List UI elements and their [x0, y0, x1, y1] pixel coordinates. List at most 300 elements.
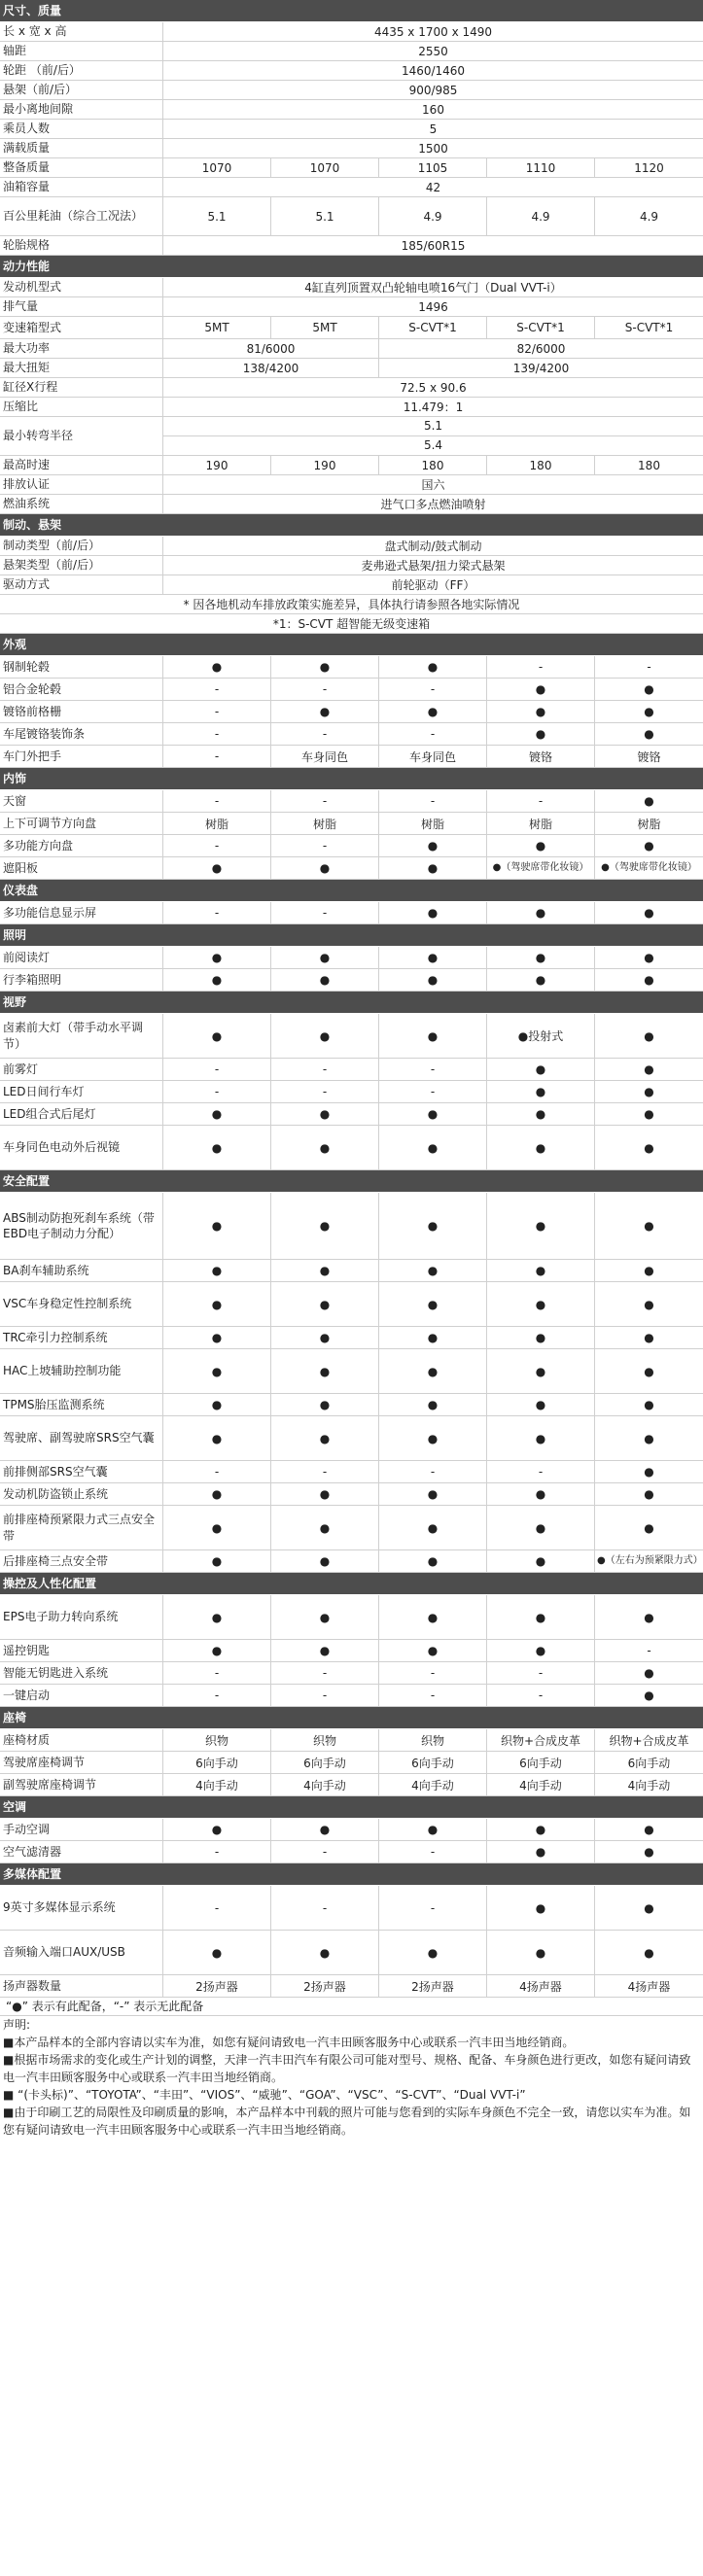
spec-label: 遮阳板 [0, 857, 163, 879]
spec-row [0, 1550, 703, 1573]
spec-value: 前轮驱动（FF） [391, 578, 475, 592]
spec-values [163, 1640, 703, 1661]
spec-value: ● [271, 857, 379, 879]
spec-label: 制动类型（前/后） [0, 537, 163, 555]
spec-value: ● [644, 1666, 654, 1680]
spec-values [163, 1506, 703, 1549]
spec-value: 180 [379, 456, 487, 474]
spec-row [0, 120, 703, 139]
spec-row [0, 679, 703, 701]
spec-value: - [163, 723, 271, 745]
spec-label: VSC车身稳定性控制系统 [0, 1282, 163, 1326]
spec-label: 一键启动 [0, 1685, 163, 1706]
spec-values [163, 1103, 703, 1125]
spec-label: 满载质量 [0, 139, 163, 157]
spec-values [163, 1416, 703, 1460]
spec-value: 2扬声器 [379, 1975, 487, 1997]
spec-value: - [379, 1685, 487, 1706]
spec-value: ● [271, 1103, 379, 1125]
spec-value: ● [644, 1520, 654, 1535]
spec-label: 发动机防盗锁止系统 [0, 1483, 163, 1505]
spec-value: - [379, 790, 487, 812]
section-header: 制动、悬架 [0, 514, 703, 537]
spec-label: 驾驶席座椅调节 [0, 1752, 163, 1773]
spec-value: ● [163, 1327, 271, 1348]
spec-row [0, 1103, 703, 1126]
spec-value: ● [271, 1126, 379, 1169]
spec-value: 81/6000 [163, 339, 379, 358]
spec-row [0, 178, 703, 197]
spec-value: ● [271, 1193, 379, 1259]
section-header: 空调 [0, 1796, 703, 1819]
spec-row [0, 139, 703, 158]
spec-value: S-CVT*1 [487, 317, 595, 338]
spec-value: 4缸直列顶置双凸轮轴电喷16气门（Dual VVT-i） [304, 281, 562, 295]
spec-values [163, 746, 703, 767]
spec-value: ● [271, 701, 379, 722]
spec-value: ● [163, 1931, 271, 1974]
spec-values [163, 1193, 703, 1259]
spec-label: 前雾灯 [0, 1059, 163, 1080]
spec-values [163, 1975, 703, 1997]
spec-row [0, 1685, 703, 1707]
spec-value: ● [379, 969, 487, 991]
spec-value: 5MT [271, 317, 379, 338]
spec-values [163, 790, 703, 812]
spec-value: 织物+合成皮革 [487, 1729, 595, 1751]
disclaimer-item: ■ “(卡头标)”、“TOYOTA”、“丰田”、“VIOS”、“威驰”、“GOA”、“VSC”、“S-CVT”、“Dual VVT-i” [3, 2088, 526, 2102]
spec-label: 缸径X行程 [0, 378, 163, 397]
spec-row [0, 1014, 703, 1059]
spec-values [163, 1349, 703, 1393]
spec-value: - [379, 679, 487, 700]
spec-value: 车身同色 [379, 746, 487, 767]
spec-value: 4向手动 [271, 1774, 379, 1795]
spec-label: BA刹车辅助系统 [0, 1260, 163, 1281]
spec-value: ● [644, 839, 654, 853]
spec-values [163, 679, 703, 700]
spec-value: ● [271, 1260, 379, 1281]
spec-value: 185/60R15 [401, 238, 466, 253]
spec-value: ● [271, 1394, 379, 1415]
spec-value: ● [644, 1398, 654, 1411]
spec-values [163, 723, 703, 745]
spec-label: 最高时速 [0, 456, 163, 474]
spec-row [0, 1752, 703, 1774]
spec-values [163, 178, 703, 196]
spec-row [0, 723, 703, 746]
spec-row [0, 1931, 703, 1975]
spec-value: ● [487, 1193, 595, 1259]
spec-values [163, 495, 703, 513]
spec-value: 5.1 [271, 197, 379, 235]
spec-row [0, 857, 703, 880]
spec-values [163, 22, 703, 41]
spec-values [163, 1126, 703, 1169]
spec-values [163, 947, 703, 968]
spec-value: ● [271, 1819, 379, 1840]
spec-value: - [271, 1886, 379, 1930]
spec-value: 82/6000 [516, 341, 566, 356]
spec-row [0, 1975, 703, 1998]
spec-values [163, 813, 703, 834]
disclaimer-item: ■本产品样本的全部内容请以实车为准，如您有疑问请致电一汽丰田顾客服务中心或联系一汽丰田当地经销商。 [3, 2036, 575, 2049]
spec-value: 车身同色 [271, 746, 379, 767]
spec-values [163, 537, 703, 555]
spec-value: 织物 [271, 1729, 379, 1751]
spec-value: ● [487, 1416, 595, 1460]
spec-row [0, 317, 703, 339]
spec-row [0, 61, 703, 81]
spec-value: 6向手动 [271, 1752, 379, 1773]
spec-label: 整备质量 [0, 158, 163, 177]
spec-value: - [163, 902, 271, 923]
spec-label: 排放认证 [0, 475, 163, 494]
spec-label: 驱动方式 [0, 575, 163, 594]
spec-value: 72.5 x 90.6 [400, 380, 467, 395]
spec-value: - [379, 1059, 487, 1080]
spec-row [0, 1886, 703, 1931]
spec-value: 5.1 [163, 417, 703, 436]
spec-value: ● [379, 947, 487, 968]
spec-value: - [487, 1685, 595, 1706]
spec-value: ● [487, 969, 595, 991]
spec-value: ● [163, 1416, 271, 1460]
spec-label: 车尾镀铬装饰条 [0, 723, 163, 745]
spec-value: ● [487, 1103, 595, 1125]
spec-values [163, 1729, 703, 1751]
spec-value: - [647, 1644, 651, 1657]
spec-row [0, 1327, 703, 1349]
spec-value: ● [379, 1931, 487, 1974]
spec-row [0, 1461, 703, 1483]
spec-values [163, 1461, 703, 1482]
spec-label: 燃油系统 [0, 495, 163, 513]
spec-label: 最大扭矩 [0, 359, 163, 377]
spec-value: ● [487, 1394, 595, 1415]
spec-label: TRC牵引力控制系统 [0, 1327, 163, 1348]
spec-value: ● [487, 701, 595, 722]
spec-row [0, 947, 703, 969]
spec-value: 6向手动 [627, 1756, 671, 1770]
spec-row [0, 813, 703, 835]
spec-values [163, 575, 703, 594]
spec-values [163, 359, 703, 377]
spec-label: TPMS胎压监测系统 [0, 1394, 163, 1415]
spec-value: 镀铬 [637, 749, 661, 764]
spec-value: ● [379, 701, 487, 722]
spec-value: 4向手动 [379, 1774, 487, 1795]
spec-values [163, 81, 703, 99]
section-header: 动力性能 [0, 256, 703, 278]
spec-row [0, 339, 703, 359]
spec-value: ● [487, 723, 595, 745]
section-header: 安全配置 [0, 1170, 703, 1193]
spec-values [163, 1752, 703, 1773]
spec-value: 5.4 [423, 438, 443, 453]
spec-values [163, 139, 703, 157]
spec-value: ● [644, 682, 654, 696]
spec-value: 6向手动 [379, 1752, 487, 1773]
spec-value: ● [163, 1640, 271, 1661]
spec-value: 1105 [379, 158, 487, 177]
spec-value: ● [379, 1327, 487, 1348]
spec-values [163, 1886, 703, 1930]
spec-value: - [163, 1059, 271, 1080]
spec-value: ● [644, 1085, 654, 1098]
spec-label: 百公里耗油（综合工况法） [0, 197, 163, 235]
spec-values [163, 297, 703, 316]
spec-value: 2扬声器 [271, 1975, 379, 1997]
section-header: 内饰 [0, 768, 703, 790]
spec-label: 前阅读灯 [0, 947, 163, 968]
spec-value: 2扬声器 [163, 1975, 271, 1997]
spec-value: ● [163, 1103, 271, 1125]
spec-row [0, 1394, 703, 1416]
spec-value: 4.9 [487, 197, 595, 235]
spec-row [0, 236, 703, 256]
spec-values [163, 1014, 703, 1058]
spec-value: ● [163, 969, 271, 991]
spec-label: HAC上坡辅助控制功能 [0, 1349, 163, 1393]
spec-value: 镀铬 [487, 746, 595, 767]
spec-row [0, 537, 703, 556]
spec-value: ● [271, 1506, 379, 1549]
spec-value: ● [644, 1610, 654, 1624]
spec-value: ● [379, 1416, 487, 1460]
spec-value: - [271, 679, 379, 700]
spec-values [163, 969, 703, 991]
disclaimer-title: 声明: [3, 2018, 31, 2032]
spec-label: 油箱容量 [0, 178, 163, 196]
spec-value: ● [487, 1506, 595, 1549]
spec-value: ● [379, 902, 487, 923]
spec-value: ● [644, 1107, 654, 1121]
spec-value: ● [379, 1483, 487, 1505]
spec-value: ● [271, 656, 379, 678]
spec-value: 盘式制动/鼓式制动 [384, 540, 482, 553]
spec-values [163, 120, 703, 138]
spec-value: ● [379, 1819, 487, 1840]
spec-value: 麦弗逊式悬架/扭力梁式悬架 [361, 559, 506, 573]
spec-label: 扬声器数量 [0, 1975, 163, 1997]
spec-value: 4.9 [639, 209, 659, 224]
spec-row [0, 1774, 703, 1796]
spec-label: 变速箱型式 [0, 317, 163, 338]
spec-values [163, 835, 703, 856]
spec-value: 2550 [418, 44, 448, 58]
spec-value: ● [271, 1550, 379, 1572]
spec-label: 压缩比 [0, 398, 163, 416]
spec-value: ● [379, 1126, 487, 1169]
spec-value: 1070 [271, 158, 379, 177]
spec-value: ●（驾驶席带化妆镜） [601, 861, 697, 873]
spec-row [0, 790, 703, 813]
spec-values [163, 378, 703, 397]
spec-values [163, 197, 703, 235]
spec-value: ● [163, 1595, 271, 1639]
spec-value: ● [644, 1823, 654, 1836]
spec-row [0, 835, 703, 857]
spec-value: 国六 [421, 478, 445, 492]
spec-value: - [271, 723, 379, 745]
spec-values [163, 339, 703, 358]
spec-label: 镀铬前格栅 [0, 701, 163, 722]
spec-value: ● [163, 1282, 271, 1326]
spec-value: - [379, 723, 487, 745]
spec-value: ● [271, 1640, 379, 1661]
spec-value: ● [487, 835, 595, 856]
spec-value: ● [487, 1550, 595, 1572]
section-header: 座椅 [0, 1707, 703, 1729]
section-header: 尺寸、质量 [0, 0, 703, 22]
spec-value: ● [487, 1059, 595, 1080]
spec-value: ● [644, 973, 654, 987]
spec-label: 后排座椅三点安全带 [0, 1550, 163, 1572]
spec-label: 铝合金轮毂 [0, 679, 163, 700]
spec-value: ● [487, 1282, 595, 1326]
spec-label: 轮胎规格 [0, 236, 163, 255]
spec-row [0, 1506, 703, 1550]
section-header: 仪表盘 [0, 880, 703, 902]
spec-value: 42 [425, 180, 441, 194]
spec-value: 4向手动 [627, 1778, 671, 1793]
spec-row [0, 22, 703, 42]
spec-label: 天窗 [0, 790, 163, 812]
spec-value: ● [644, 794, 654, 808]
spec-row [0, 278, 703, 297]
spec-value: ● [163, 1483, 271, 1505]
spec-label: 长 x 宽 x 高 [0, 22, 163, 41]
spec-label: LED日间行车灯 [0, 1081, 163, 1102]
spec-value: - [163, 1685, 271, 1706]
spec-value: ● [644, 1028, 654, 1043]
spec-value: ● [487, 1126, 595, 1169]
spec-value: ● [379, 1014, 487, 1058]
spec-label: 乘员人数 [0, 120, 163, 138]
spec-value: ● [487, 1081, 595, 1102]
spec-row [0, 81, 703, 100]
spec-value: 1120 [634, 160, 664, 175]
spec-label: 悬架（前/后） [0, 81, 163, 99]
section-header: 外观 [0, 634, 703, 656]
spec-value: - [487, 1461, 595, 1482]
spec-value: - [271, 1685, 379, 1706]
spec-value: 树脂 [271, 813, 379, 834]
spec-value: - [163, 1461, 271, 1482]
spec-row [0, 297, 703, 317]
disclaimer-item: ■根据市场需求的变化或生产计划的调整，天津一汽丰田汽车有限公司可能对型号、规格、配备、车身颜色进行更改，如您有疑问请致电一汽丰田顾客服务中心或联系一汽丰田当地经销商。 [3, 2053, 691, 2084]
spec-value: 139/4200 [512, 361, 570, 375]
spec-value: ● [487, 947, 595, 968]
spec-value: - [271, 902, 379, 923]
spec-value: ● [644, 1297, 654, 1311]
spec-value: 1070 [163, 158, 271, 177]
spec-values [163, 417, 703, 455]
spec-value: ● [271, 969, 379, 991]
spec-value: 180 [487, 456, 595, 474]
spec-value: ● [163, 947, 271, 968]
spec-value: 1110 [487, 158, 595, 177]
spec-value: ● [379, 1349, 487, 1393]
spec-value: 树脂 [487, 813, 595, 834]
spec-values [163, 1483, 703, 1505]
spec-values [163, 317, 703, 338]
spec-value: 4向手动 [163, 1774, 271, 1795]
spec-value: - [163, 701, 271, 722]
spec-value: ● [644, 1219, 654, 1233]
spec-value: ● [487, 1886, 595, 1930]
spec-row [0, 1193, 703, 1260]
spec-row [0, 378, 703, 398]
spec-value: ● [271, 1349, 379, 1393]
spec-value: ● [487, 1819, 595, 1840]
spec-value: - [163, 1662, 271, 1684]
spec-label: 副驾驶席座椅调节 [0, 1774, 163, 1795]
section-header: 照明 [0, 924, 703, 947]
spec-row [0, 475, 703, 495]
spec-row [0, 398, 703, 417]
spec-label: 车身同色电动外后视镜 [0, 1126, 163, 1169]
spec-values [163, 1282, 703, 1326]
spec-row [0, 100, 703, 120]
spec-values [163, 456, 703, 474]
spec-row [0, 495, 703, 514]
spec-label: 钢制轮毂 [0, 656, 163, 678]
section-header: 操控及人性化配置 [0, 1573, 703, 1595]
spec-value: 树脂 [379, 813, 487, 834]
footnote: * 因各地机动车排放政策实施差异，具体执行请参照各地实际情况 [0, 595, 703, 614]
spec-value: ● [163, 1193, 271, 1259]
spec-label: 最大功率 [0, 339, 163, 358]
spec-label: 空气滤清器 [0, 1841, 163, 1862]
spec-value: ● [163, 857, 271, 879]
spec-row [0, 1483, 703, 1506]
spec-value: ● [379, 857, 487, 879]
spec-value: ● [379, 1506, 487, 1549]
spec-row [0, 1819, 703, 1841]
spec-row [0, 1081, 703, 1103]
spec-value: 4扬声器 [627, 1979, 671, 1994]
spec-label: 悬架类型（前/后） [0, 556, 163, 574]
spec-value: 6向手动 [163, 1752, 271, 1773]
section-header: 多媒体配置 [0, 1863, 703, 1886]
spec-value: - [163, 679, 271, 700]
spec-label: 轴距 [0, 42, 163, 60]
spec-row [0, 1595, 703, 1640]
spec-value: ● [487, 1595, 595, 1639]
spec-value: ● [644, 1331, 654, 1344]
spec-value: 180 [638, 458, 660, 472]
spec-value: ● [379, 1260, 487, 1281]
spec-values [163, 1774, 703, 1795]
spec-row [0, 556, 703, 575]
spec-value: 6向手动 [487, 1752, 595, 1773]
spec-value: - [271, 1081, 379, 1102]
spec-value: - [271, 835, 379, 856]
spec-value: ● [644, 951, 654, 964]
spec-label: 遥控钥匙 [0, 1640, 163, 1661]
spec-values [163, 1931, 703, 1974]
spec-value: ● [379, 1394, 487, 1415]
spec-value: ● [163, 1349, 271, 1393]
spec-value: - [379, 1886, 487, 1930]
spec-label: 轮距 （前/后） [0, 61, 163, 80]
spec-values [163, 1662, 703, 1684]
spec-value: 190 [271, 456, 379, 474]
spec-value: 4扬声器 [487, 1975, 595, 1997]
spec-value: ● [487, 1483, 595, 1505]
